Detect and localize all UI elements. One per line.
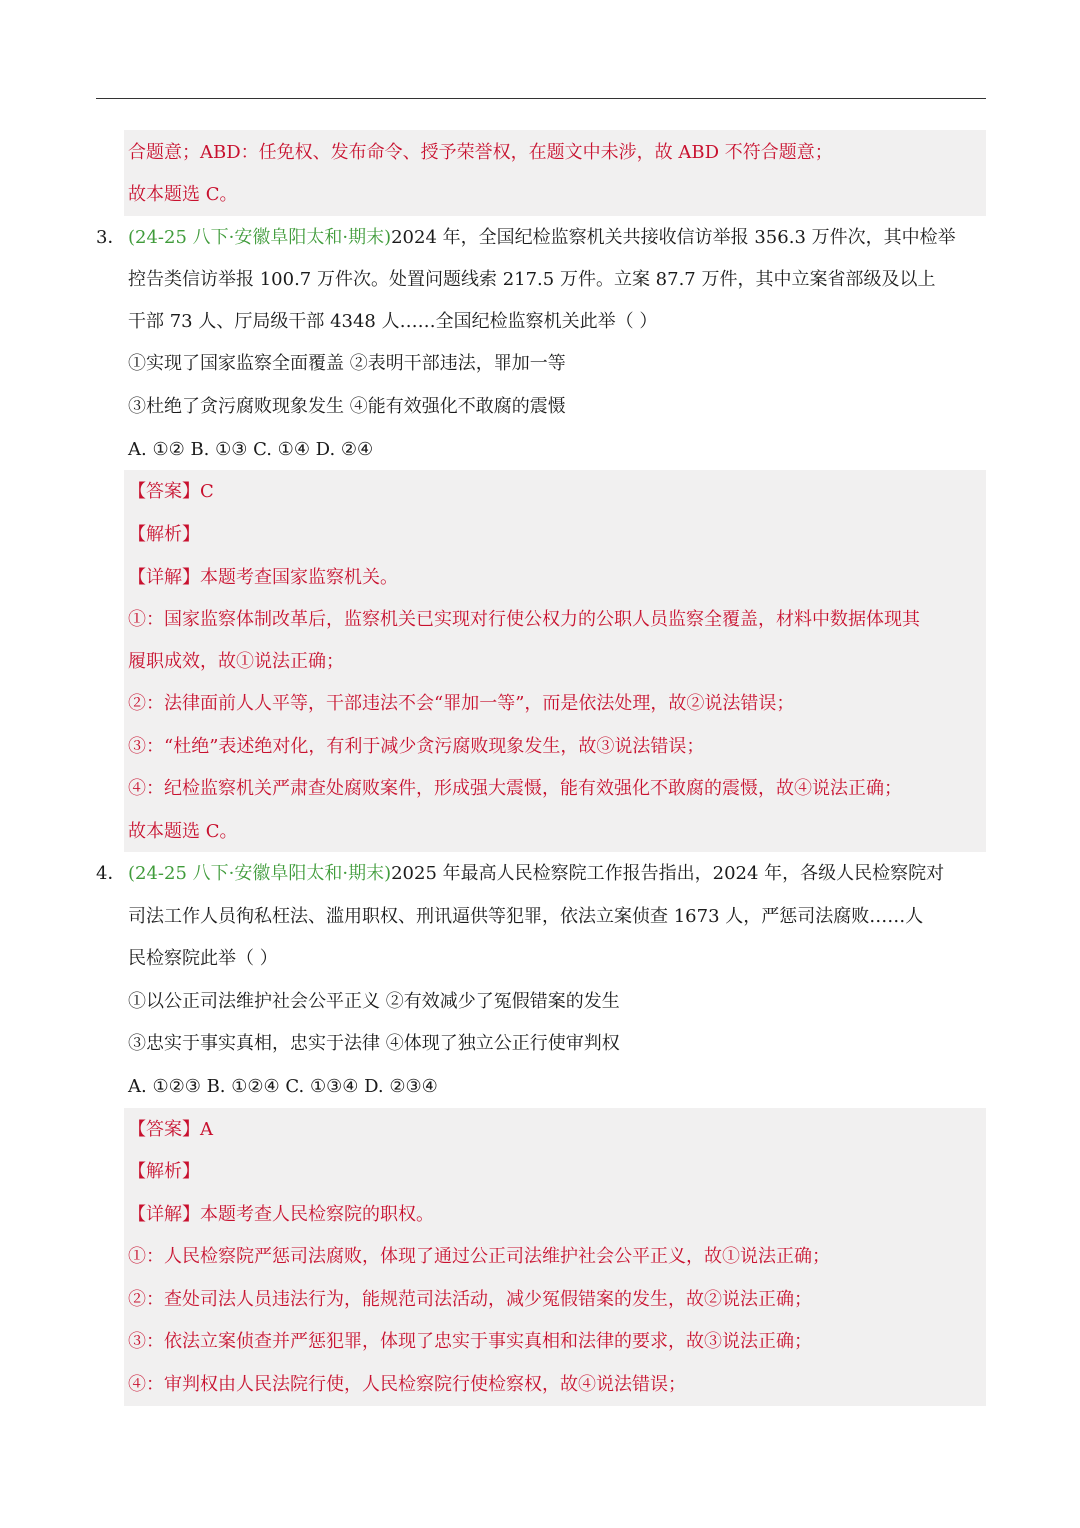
q4-answer: 【答案】A [128,1119,213,1140]
q4-stem-line1 [128,862,944,886]
q3-detail: 【详解】本题考查国家监察机关。 [128,567,398,588]
prev-conclusion: 故本题选 C。 [128,184,238,205]
q3-conclusion: 故本题选 C。 [128,821,238,842]
q3-option-line1: ①实现了国家监察全面覆盖 ②表明干部违法，罪加一等 [128,353,566,374]
q4-detail: 【详解】本题考查人民检察院的职权。 [128,1204,434,1225]
q4-choices: A. ①②③ B. ①②④ C. ①③④ D. ②③④ [128,1076,438,1097]
q4-source: (24-25 八下·安徽阜阳太和·期末) [128,863,392,884]
q4-analysis-label: 【解析】 [128,1161,200,1182]
q3-number: 3． [96,227,126,248]
q3-answer: 【答案】C [128,481,214,502]
q3-choices: A. ①② B. ①③ C. ①④ D. ②④ [128,439,374,460]
q4-explanation-1: ①：人民检察院严惩司法腐败，体现了通过公正司法维护社会公平正义，故①说法正确； [128,1246,830,1267]
header-rule [96,98,986,99]
q3-stem-line2: 控告类信访举报 100.7 万件次。处置问题线索 217.5 万件。立案 87.7 万件，其中立案省部级及以上 [128,269,936,290]
q4-stem-line2: 司法工作人员徇私枉法、滥用职权、刑讯逼供等犯罪，依法立案侦查 1673 人，严惩司法腐败……人 [128,906,924,927]
prev-analysis-tail: 合题意；ABD：任免权、发布命令、授予荣誉权，在题文中未涉，故 ABD 不符合题意； [128,142,833,163]
q4-explanation-2: ②：查处司法人员违法行为，能规范司法活动，减少冤假错案的发生，故②说法正确； [128,1289,812,1310]
q3-explanation-1b: 履职成效，故①说法正确； [128,651,344,672]
q3-explanation-1a: ①：国家监察体制改革后，监察机关已实现对行使公权力的公职人员监察全覆盖，材料中数据体现其 [128,609,920,630]
q4-number: 4． [96,863,126,884]
q3-option-line2: ③杜绝了贪污腐败现象发生 ④能有效强化不敢腐的震慑 [128,396,566,417]
q4-stem-line3: 民检察院此举（ ） [128,948,278,969]
q3-explanation-3: ③：“杜绝”表述绝对化，有利于减少贪污腐败现象发生，故③说法错误； [128,736,705,757]
q4-option-line2: ③忠实于事实真相，忠实于法律 ④体现了独立公正行使审判权 [128,1033,620,1054]
q4-explanation-3: ③：依法立案侦查并严惩犯罪，体现了忠实于事实真相和法律的要求，故③说法正确； [128,1331,812,1352]
q3-source: (24-25 八下·安徽阜阳太和·期末) [128,227,392,248]
q4-explanation-4: ④：审判权由人民法院行使，人民检察院行使检察权，故④说法错误； [128,1374,686,1395]
q3-stem-line1 [128,226,956,250]
q3-analysis-label: 【解析】 [128,524,200,545]
q3-stem-text1: 2024 年，全国纪检监察机关共接收信访举报 356.3 万件次，其中检举 [391,227,956,248]
q4-stem-text1: 2025 年最高人民检察院工作报告指出，2024 年，各级人民检察院对 [391,863,945,884]
q3-stem-line3: 干部 73 人、厅局级干部 4348 人……全国纪检监察机关此举（ ） [128,311,658,332]
q3-explanation-4: ④：纪检监察机关严肃查处腐败案件，形成强大震慑，能有效强化不敢腐的震慑，故④说法正确； [128,778,902,799]
q3-explanation-2: ②：法律面前人人平等，干部违法不会“罪加一等”，而是依法处理，故②说法错误； [128,693,795,714]
q4-option-line1: ①以公正司法维护社会公平正义 ②有效减少了冤假错案的发生 [128,991,620,1012]
